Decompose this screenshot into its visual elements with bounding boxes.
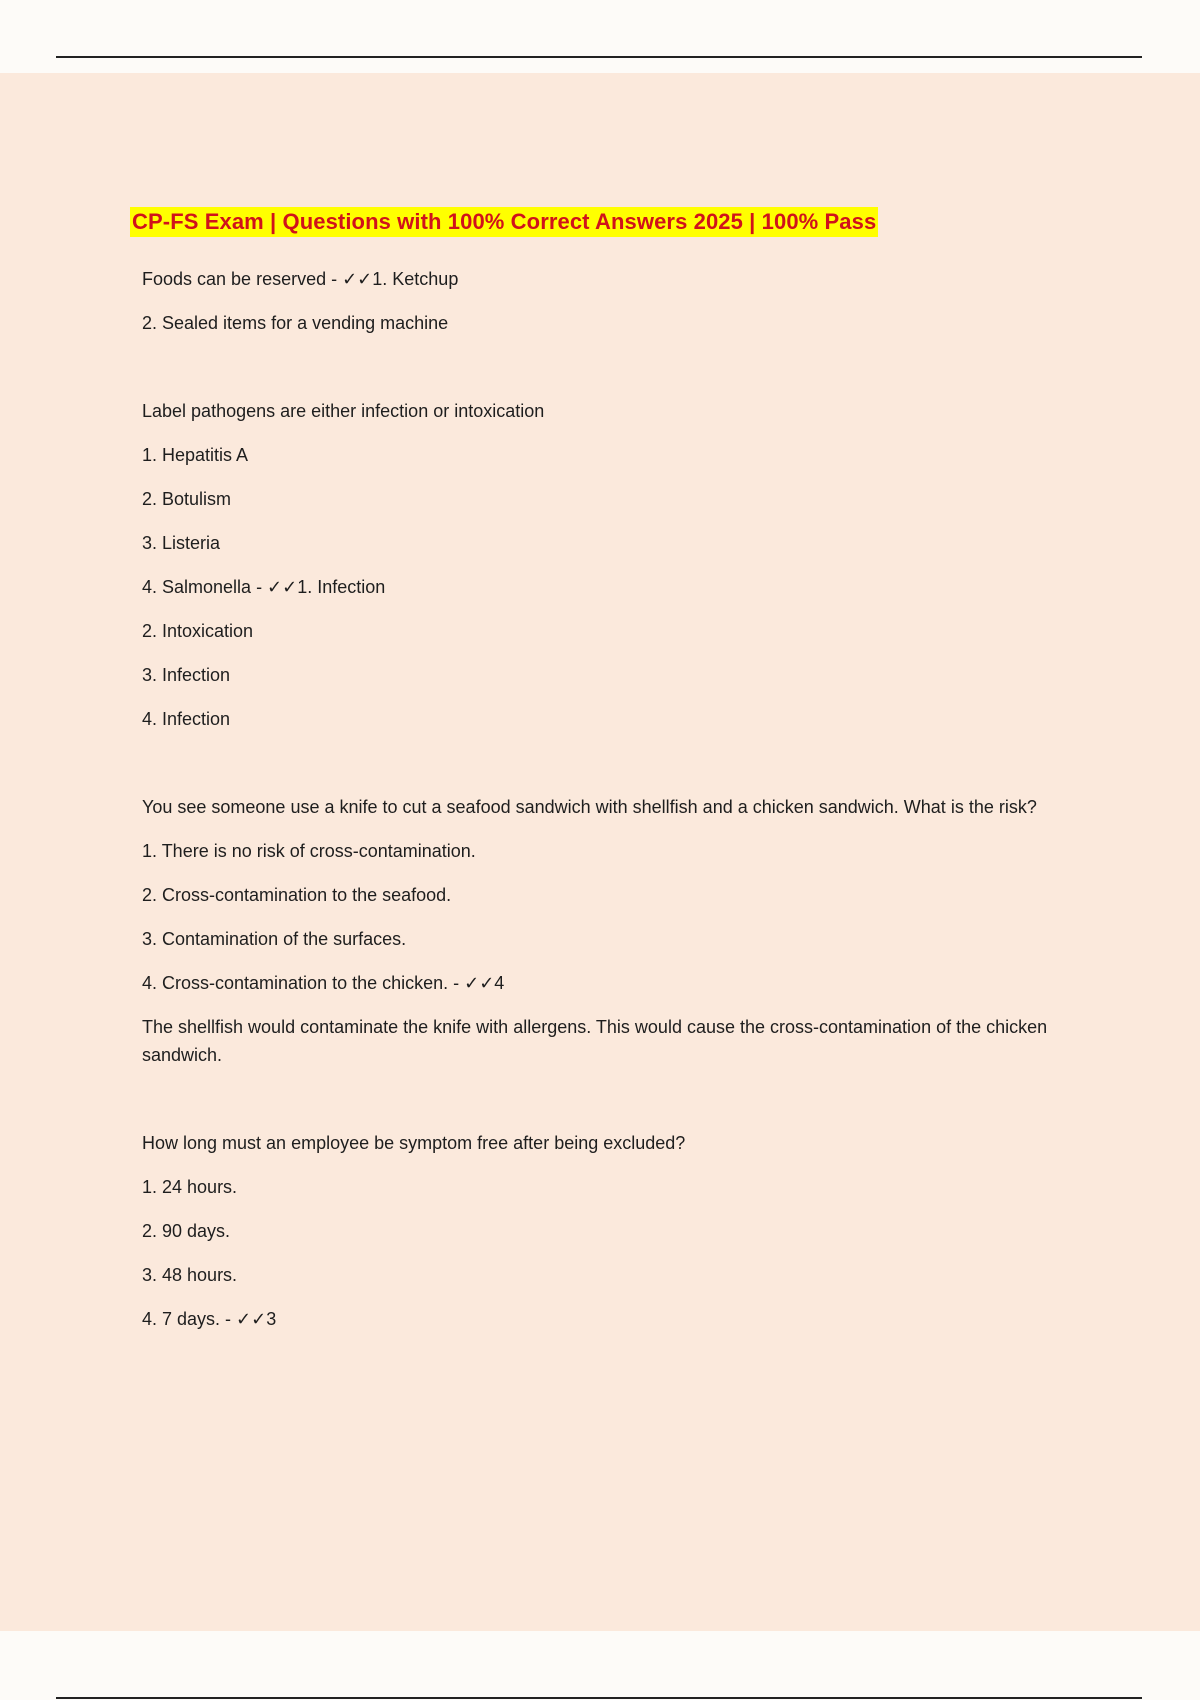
spacer (132, 1085, 1052, 1129)
question-3-line-3: 3. Contamination of the surfaces. (142, 929, 407, 949)
question-3 (132, 793, 1052, 1069)
question-1-line-2: 2. Sealed items for a vending machine (142, 313, 449, 333)
question-2 (132, 397, 1052, 733)
question-2-line-7: 4. Infection (142, 709, 231, 729)
spacer (132, 353, 1052, 397)
question-2-line-3: 3. Listeria (142, 533, 221, 553)
question-3-line-4: 4. Cross-contamination to the chicken. - ✓✓4 (142, 973, 505, 993)
question-4-prompt: How long must an employee be symptom free after being excluded? (142, 1133, 686, 1153)
question-4-line-4: 4. 7 days. - ✓✓3 (142, 1309, 277, 1329)
document-title: CP-FS Exam | Questions with 100% Correct Answers 2025 | 100% Pass (130, 207, 878, 237)
question-3-explanation: The shellfish would contaminate the knife with allergens. This would cause the cross-contamination of the chicken sandwich. (142, 1017, 1048, 1065)
question-4-line-3: 3. 48 hours. (142, 1265, 238, 1285)
question-1 (132, 265, 1052, 337)
document-page (0, 73, 1200, 1631)
question-4 (132, 1129, 1052, 1333)
spacer (132, 749, 1052, 793)
top-rule (56, 56, 1142, 58)
question-3-line-1: 1. There is no risk of cross-contamination. (142, 841, 476, 861)
question-1-line-1: Foods can be reserved - ✓✓1. Ketchup (142, 269, 459, 289)
bottom-rule (56, 1697, 1142, 1699)
document-content (132, 207, 1052, 1349)
question-2-line-4: 4. Salmonella - ✓✓1. Infection (142, 577, 386, 597)
question-4-line-1: 1. 24 hours. (142, 1177, 238, 1197)
question-2-line-1: 1. Hepatitis A (142, 445, 249, 465)
question-3-line-2: 2. Cross-contamination to the seafood. (142, 885, 452, 905)
question-4-line-2: 2. 90 days. (142, 1221, 231, 1241)
question-2-line-5: 2. Intoxication (142, 621, 254, 641)
question-2-line-2: 2. Botulism (142, 489, 232, 509)
question-2-prompt: Label pathogens are either infection or intoxication (142, 401, 545, 421)
question-3-prompt: You see someone use a knife to cut a seafood sandwich with shellfish and a chicken sandwich. What is the risk? (142, 797, 1037, 817)
question-2-line-6: 3. Infection (142, 665, 231, 685)
